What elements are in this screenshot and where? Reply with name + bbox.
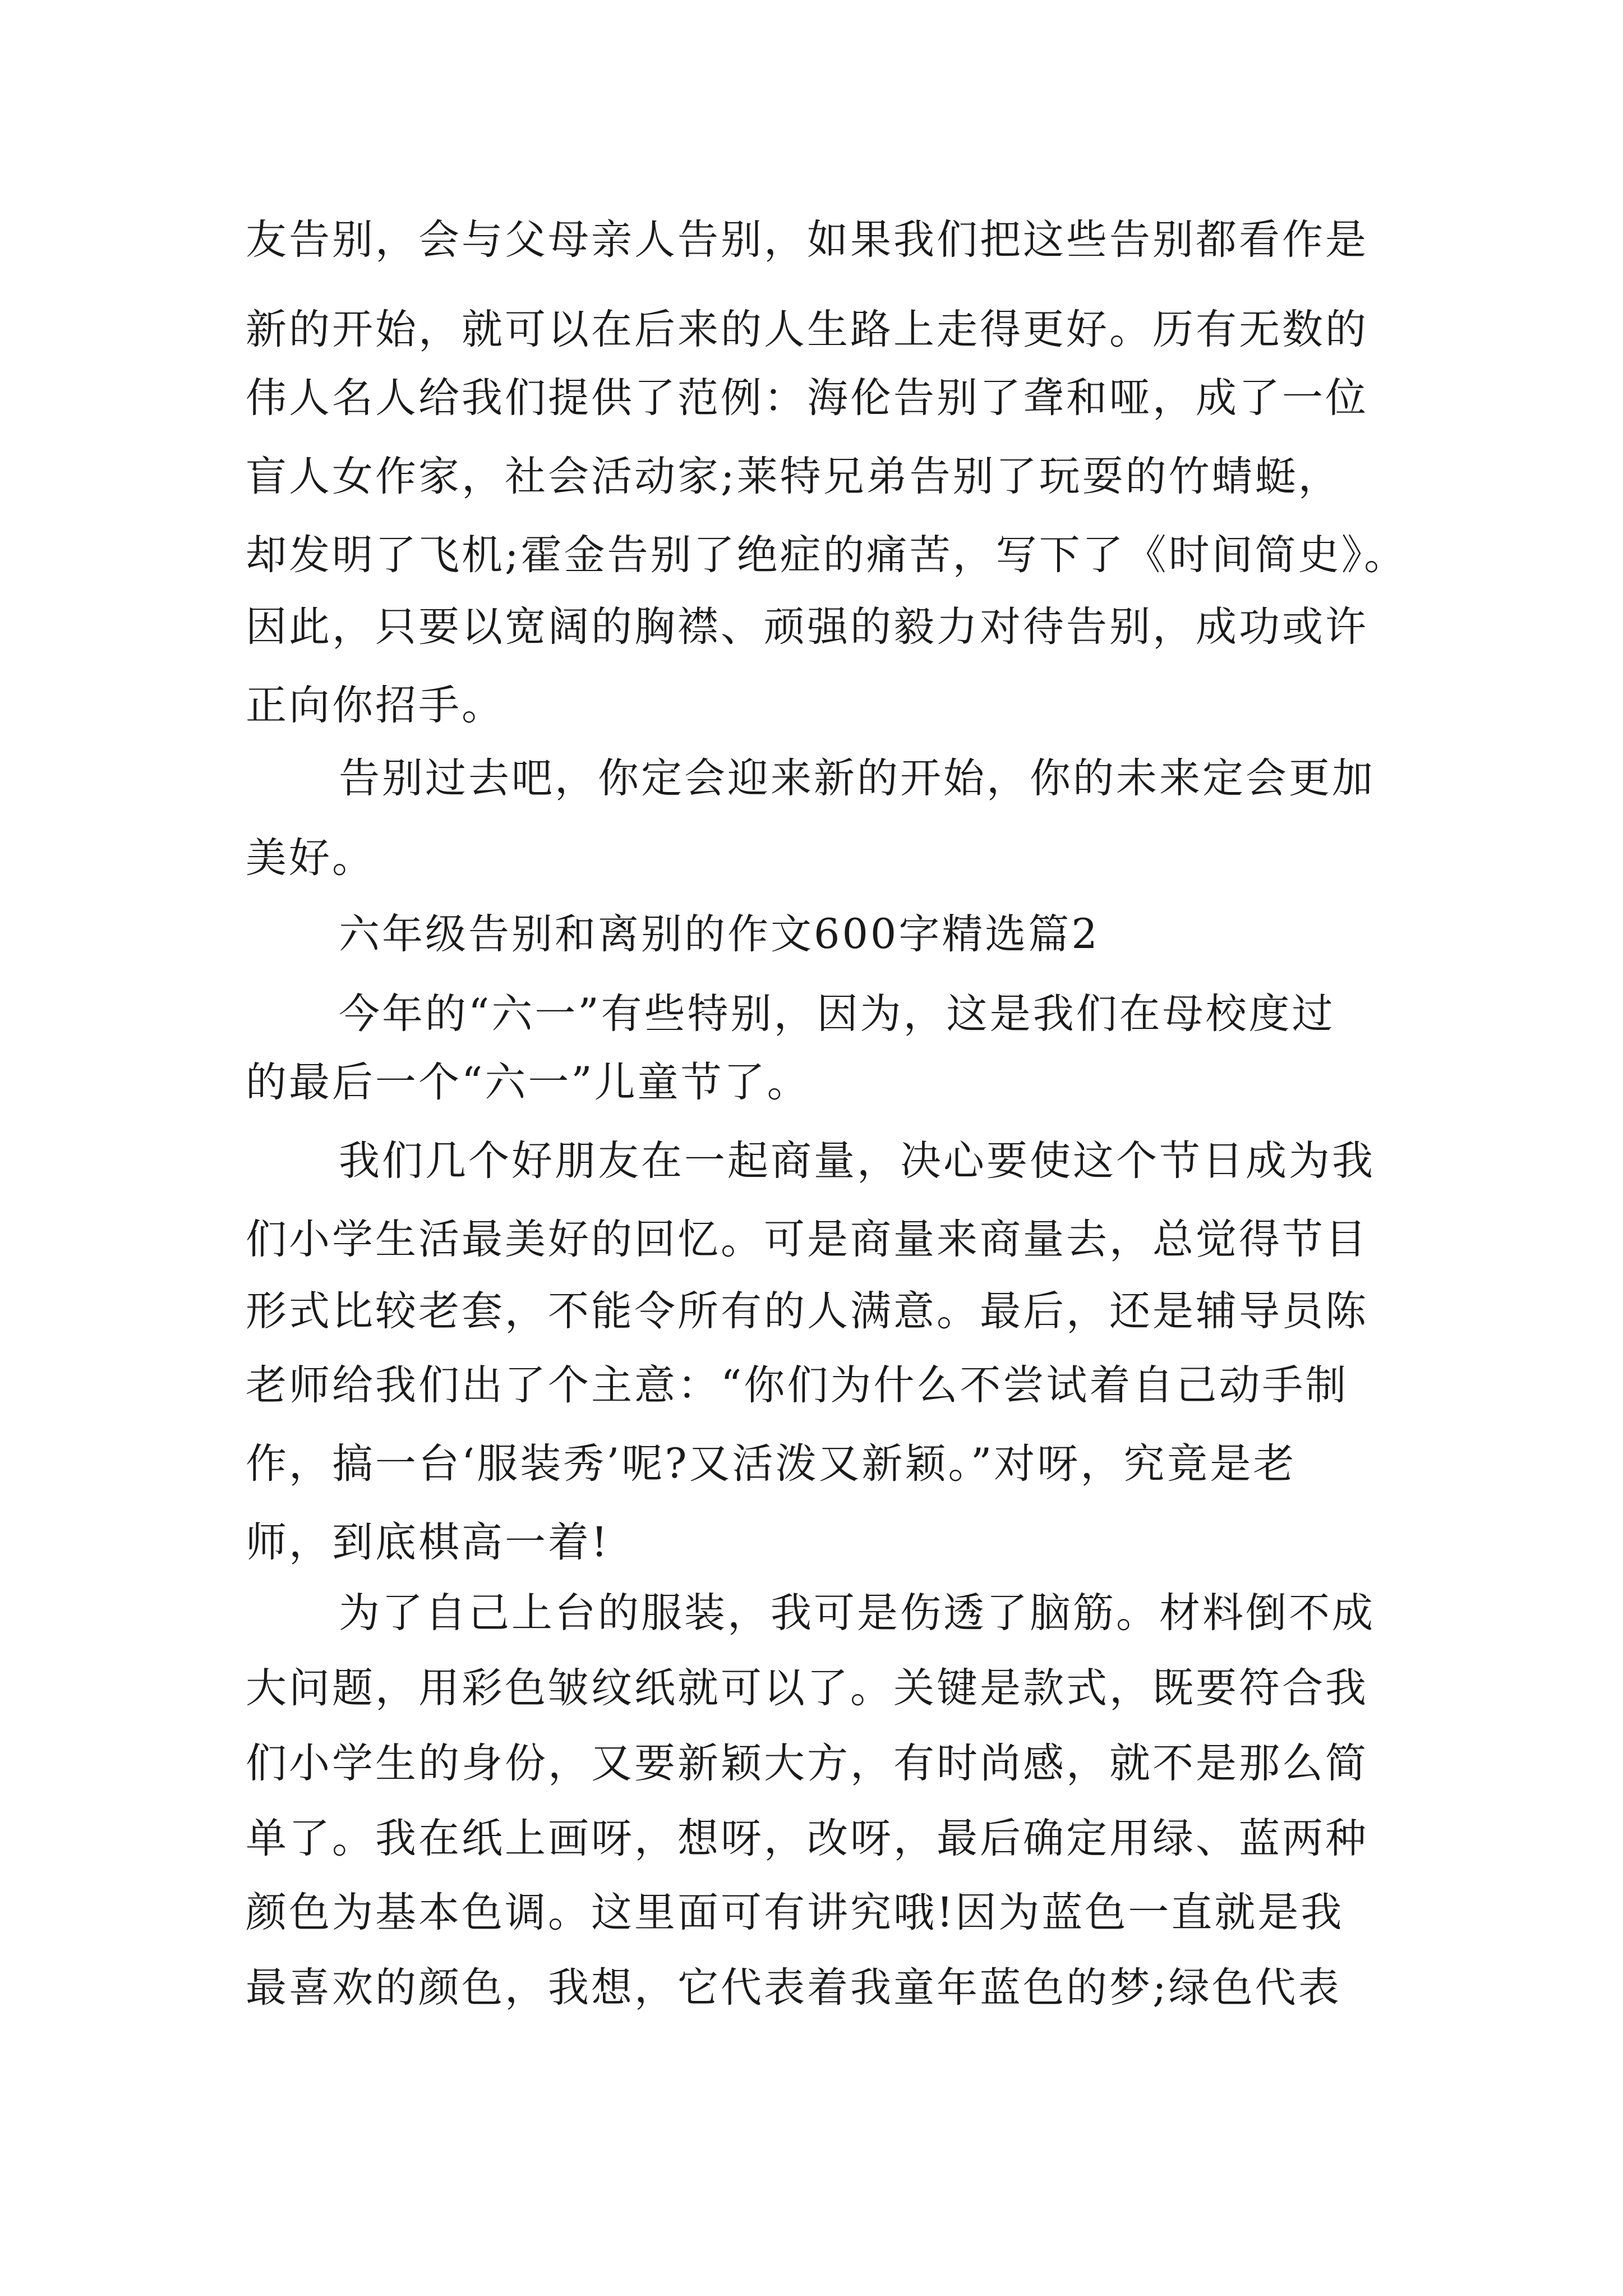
section-heading: 六年级告别和离别的作文600字精选篇2 (339, 910, 1100, 958)
text-line: 新的开始，就可以在后来的人生路上走得更好。历有无数的 (246, 306, 1368, 353)
text-line: 老师给我们出了个主意：“你们为什么不尝试着自己动手制 (246, 1361, 1349, 1409)
text-line: 颜色为基本色调。这里面可有讲究哦!因为蓝色一直就是我 (246, 1889, 1344, 1936)
text-line: 美好。 (246, 834, 375, 882)
paragraph-start-line: 为了自己上台的服装，我可是伤透了脑筋。材料倒不成 (339, 1589, 1375, 1637)
text-line: 最喜欢的颜色，我想，它代表着我童年蓝色的梦;绿色代表 (246, 1964, 1341, 2012)
text-line: 的最后一个“六一”儿童节了。 (246, 1059, 810, 1106)
text-line: 盲人女作家，社会活动家;莱特兄弟告别了玩耍的竹蜻蜓， (246, 453, 1341, 500)
text-line: 师，到底棋高一着! (246, 1519, 610, 1566)
paragraph-start-line: 今年的“六一”有些特别，因为，这是我们在母校度过 (339, 990, 1335, 1038)
text-line: 们小学生的身份，又要新颖大方，有时尚感，就不是那么简 (246, 1740, 1368, 1787)
text-line: 们小学生活最美好的回忆。可是商量来商量去，总觉得节目 (246, 1216, 1368, 1263)
text-line: 友告别，会与父母亲人告别，如果我们把这些告别都看作是 (246, 216, 1368, 264)
text-line: 却发明了飞机;霍金告别了绝症的痛苦，写下了《时间简史》。 (246, 531, 1408, 579)
paragraph-start-line: 我们几个好朋友在一起商量，决心要使这个节日成为我 (339, 1137, 1375, 1185)
text-line: 正向你招手。 (246, 682, 505, 729)
text-line: 作，搞一台‘服装秀’呢?又活泼又新颖。”对呀，究竟是老 (246, 1440, 1297, 1488)
text-line: 单了。我在纸上画呀，想呀，改呀，最后确定用绿、蓝两种 (246, 1815, 1368, 1862)
text-line: 伟人名人给我们提供了范例：海伦告别了聋和哑，成了一位 (246, 374, 1368, 422)
text-line: 大问题，用彩色皱纹纸就可以了。关键是款式，既要符合我 (246, 1664, 1368, 1712)
text-line: 因此，只要以宽阔的胸襟、顽强的毅力对待告别，成功或许 (246, 603, 1368, 651)
paragraph-start-line: 告别过去吧，你定会迎来新的开始，你的未来定会更加 (339, 754, 1375, 802)
text-line: 形式比较老套，不能令所有的人满意。最后，还是辅导员陈 (246, 1287, 1368, 1335)
